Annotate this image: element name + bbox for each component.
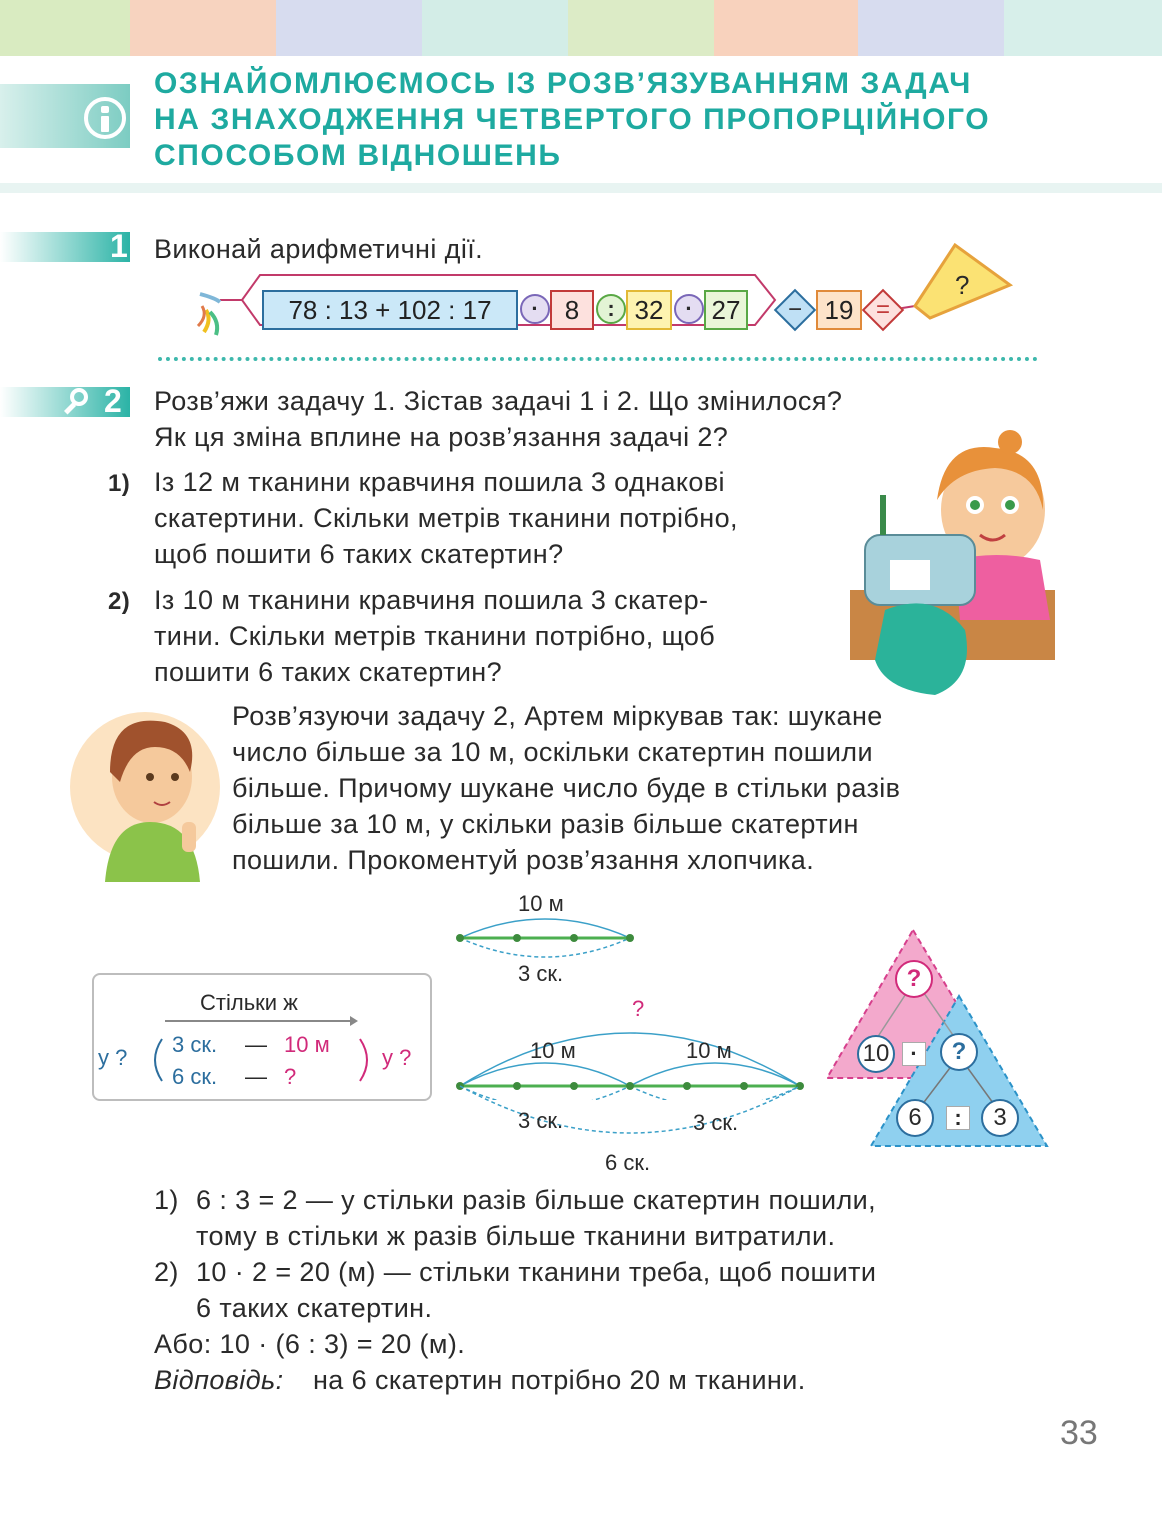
triangle-op2: : bbox=[946, 1106, 970, 1130]
title-line: ОЗНАЙОМЛЮЄМОСЬ ІЗ РОЗВ’ЯЗУВАННЯМ ЗАДАЧ bbox=[154, 67, 972, 100]
band bbox=[1004, 0, 1162, 56]
segment2-right-top: 10 м bbox=[686, 1038, 732, 1063]
scheme-row1-left: 3 ск. bbox=[172, 1032, 218, 1057]
scheme-row2-value: ? bbox=[284, 1064, 297, 1089]
operator-circle: · bbox=[674, 294, 704, 324]
triangle-bottom-right-circle: 3 bbox=[981, 1099, 1019, 1137]
scheme-row2-left: 6 ск. bbox=[172, 1064, 218, 1089]
equals-sign: = bbox=[875, 296, 890, 323]
kite-question: ? bbox=[955, 270, 970, 300]
solution-step-2-number: 2) bbox=[154, 1257, 179, 1287]
problem-1-line: скатертини. Скільки метрів тканини потрібно, bbox=[154, 503, 738, 533]
band bbox=[130, 0, 276, 56]
answer-text: на 6 скатертин потрібно 20 м тканини. bbox=[313, 1365, 806, 1395]
arrow-right-icon bbox=[165, 1015, 360, 1027]
title-line: НА ЗНАХОДЖЕННЯ ЧЕТВЕРТОГО ПРОПОРЦІЙНОГО bbox=[154, 103, 991, 136]
artem-line: більше. Причому шукане число буде в стільки разів bbox=[232, 773, 901, 803]
segment2-total: 6 ск. bbox=[605, 1150, 651, 1175]
scheme-row1-dash: — bbox=[245, 1032, 267, 1057]
artem-line: число більше за 10 м, оскільки скатертин пошили bbox=[232, 737, 873, 767]
problem-1-label: 1) bbox=[108, 470, 131, 497]
solution-alternative: Або: 10 · (6 : 3) = 20 (м). bbox=[154, 1329, 466, 1359]
task1-number: 1 bbox=[110, 228, 128, 264]
task1-instruction: Виконай арифметичні дії. bbox=[154, 234, 484, 264]
segment2-right-bottom: 3 ск. bbox=[693, 1110, 739, 1135]
segment2-left-bottom: 3 ск. bbox=[518, 1108, 564, 1133]
segment2-left-top: 10 м bbox=[530, 1038, 576, 1063]
scheme-row2-dash: — bbox=[245, 1064, 267, 1089]
operator-circle: · bbox=[520, 294, 550, 324]
solution-step-2: 10 · 2 = 20 (м) — стільки тканини треба, щоб пошити bbox=[196, 1257, 877, 1287]
triangle-right-circle: ? bbox=[940, 1033, 978, 1071]
solution-step-2-cont: 6 таких скатертин. bbox=[196, 1293, 433, 1323]
magnifier-icon bbox=[62, 386, 92, 416]
boy-artem-illustration bbox=[70, 702, 230, 882]
scheme-top-label: Стільки ж bbox=[200, 990, 298, 1015]
band bbox=[422, 0, 568, 56]
operator-minus: − bbox=[787, 296, 802, 323]
band bbox=[858, 0, 1004, 56]
segment1-bottom-label: 3 ск. bbox=[518, 961, 564, 986]
problem-1-line: щоб пошити 6 таких скатертин? bbox=[154, 539, 564, 569]
segment1-top-label: 10 м bbox=[518, 891, 564, 916]
band bbox=[714, 0, 858, 56]
artem-line: пошили. Прокоментуй розв’язання хлопчика. bbox=[232, 845, 815, 875]
total-arc bbox=[458, 1080, 808, 1160]
band bbox=[0, 0, 130, 56]
triangle-bottom-left-circle: 6 bbox=[896, 1099, 934, 1137]
triangle-left-circle: 10 bbox=[857, 1035, 895, 1073]
artem-line: більше за 10 м, у скільки разів більше скатертин bbox=[232, 809, 859, 839]
problem-2-line: пошити 6 таких скатертин? bbox=[154, 657, 503, 687]
problem-1-line: Із 12 м тканини кравчиня пошила 3 однакові bbox=[154, 467, 725, 497]
solution-step-1-number: 1) bbox=[154, 1185, 179, 1215]
operand-box: 19 bbox=[816, 290, 862, 330]
task2-intro-line: Розв’яжи задачу 1. Зістав задачі 1 і 2. Що змінилося? bbox=[154, 386, 843, 416]
left-curve-arrows-icon bbox=[146, 1035, 166, 1085]
band bbox=[568, 0, 714, 56]
segment-diagram bbox=[450, 910, 810, 1100]
task2-number: 2 bbox=[104, 383, 122, 419]
scheme-row1-value: 10 м bbox=[284, 1032, 330, 1057]
title-divider bbox=[0, 183, 1162, 193]
artem-line: Розв’язуючи задачу 2, Артем міркував так: шукане bbox=[232, 701, 883, 731]
triangle-top-circle: ? bbox=[895, 960, 933, 998]
info-icon bbox=[84, 97, 126, 139]
segment2-question: ? bbox=[632, 996, 645, 1021]
solution-step-1: 6 : 3 = 2 — у стільки разів більше скатертин пошили, bbox=[196, 1185, 877, 1215]
scheme-right-question: у ? bbox=[382, 1045, 412, 1070]
band bbox=[276, 0, 422, 56]
problem-2-label: 2) bbox=[108, 588, 131, 615]
right-curve-arrows-icon bbox=[356, 1035, 376, 1085]
scheme-left-question: у ? bbox=[98, 1045, 128, 1070]
task2-intro-line: Як ця зміна вплине на розв’язання задачі 2? bbox=[154, 422, 729, 452]
expression-box: 78 : 13 + 102 : 17 bbox=[262, 290, 518, 330]
operand-box: 27 bbox=[704, 290, 748, 330]
problem-2-line: тини. Скільки метрів тканини потрібно, щоб bbox=[154, 621, 716, 651]
dotted-divider bbox=[158, 357, 1038, 361]
operand-box: 32 bbox=[626, 290, 672, 330]
answer-label: Відповідь: bbox=[154, 1365, 284, 1395]
triangle-op1: · bbox=[902, 1042, 926, 1066]
operand-box: 8 bbox=[550, 290, 594, 330]
title-line: СПОСОБОМ ВІДНОШЕНЬ bbox=[154, 139, 562, 172]
problem-2-line: Із 10 м тканини кравчиня пошила 3 скатер- bbox=[154, 585, 709, 615]
seamstress-illustration bbox=[845, 420, 1060, 698]
page-number: 33 bbox=[1060, 1414, 1098, 1452]
solution-step-1-cont: тому в стільки ж разів більше тканини витратили. bbox=[196, 1221, 836, 1251]
operator-circle: : bbox=[596, 294, 626, 324]
